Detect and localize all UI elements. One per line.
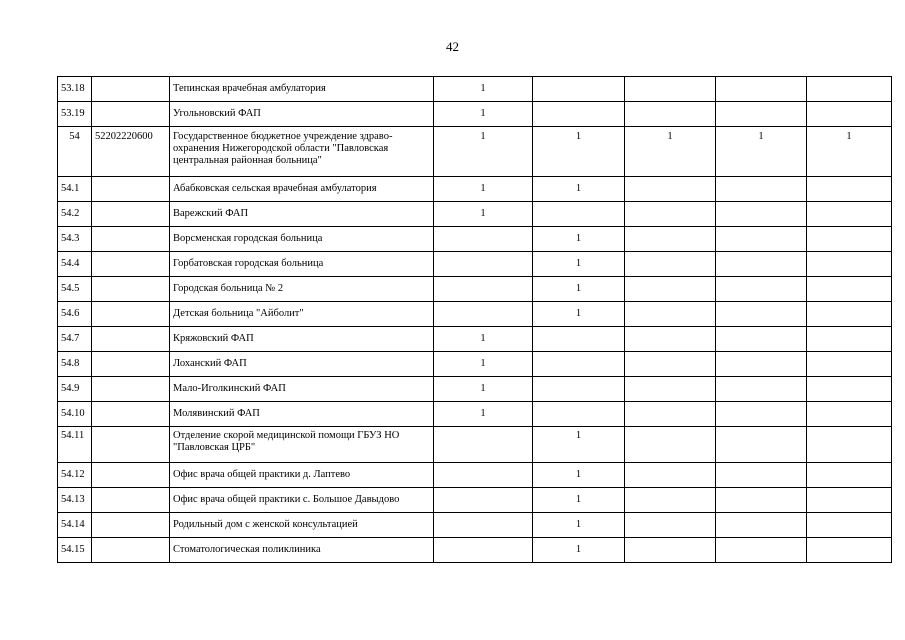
value-cell <box>807 102 892 127</box>
row-number-cell: 54.7 <box>58 327 92 352</box>
value-cell <box>716 77 807 102</box>
value-cell <box>625 252 716 277</box>
value-cell <box>625 277 716 302</box>
code-cell <box>92 352 170 377</box>
value-cell <box>716 177 807 202</box>
value-cell <box>807 402 892 427</box>
value-cell: 1 <box>434 177 533 202</box>
value-cell <box>625 102 716 127</box>
facility-name-cell: Ворсменская городская больница <box>170 227 434 252</box>
value-cell <box>807 302 892 327</box>
value-cell <box>434 227 533 252</box>
value-cell: 1 <box>434 402 533 427</box>
value-cell <box>807 352 892 377</box>
code-cell <box>92 488 170 513</box>
row-number-cell: 54.10 <box>58 402 92 427</box>
value-cell <box>533 402 625 427</box>
value-cell: 1 <box>434 77 533 102</box>
facility-name-cell: Мало-Иголкинский ФАП <box>170 377 434 402</box>
value-cell <box>716 377 807 402</box>
facilities-table-body <box>58 77 892 563</box>
value-cell <box>625 177 716 202</box>
value-cell <box>716 538 807 563</box>
table-row <box>58 77 892 102</box>
value-cell <box>716 427 807 463</box>
facility-name-cell: Кряжовский ФАП <box>170 327 434 352</box>
value-cell <box>807 227 892 252</box>
value-cell <box>533 377 625 402</box>
code-cell <box>92 377 170 402</box>
facilities-table <box>57 76 892 563</box>
value-cell: 1 <box>533 488 625 513</box>
code-cell <box>92 77 170 102</box>
code-cell <box>92 202 170 227</box>
table-row <box>58 488 892 513</box>
value-cell <box>533 352 625 377</box>
value-cell <box>434 277 533 302</box>
code-cell: 52202220600 <box>92 127 170 177</box>
code-cell <box>92 252 170 277</box>
code-cell <box>92 513 170 538</box>
value-cell <box>716 513 807 538</box>
facility-name-cell: Городская больница № 2 <box>170 277 434 302</box>
table-row <box>58 177 892 202</box>
code-cell <box>92 302 170 327</box>
value-cell <box>625 77 716 102</box>
facility-name-cell: Офис врача общей практики д. Лаптево <box>170 463 434 488</box>
facility-name-cell: Лоханский ФАП <box>170 352 434 377</box>
value-cell <box>716 327 807 352</box>
value-cell: 1 <box>625 127 716 177</box>
table-row <box>58 202 892 227</box>
row-number-cell: 54 <box>58 127 92 177</box>
value-cell <box>533 327 625 352</box>
value-cell: 1 <box>807 127 892 177</box>
facility-name-cell: Государственное бюджетное учреждение здраво-охранения Нижегородской области "Павловская центральная районная больница" <box>170 127 434 177</box>
value-cell <box>625 488 716 513</box>
value-cell <box>807 427 892 463</box>
value-cell <box>716 252 807 277</box>
value-cell <box>716 488 807 513</box>
facility-name-cell: Угольновский ФАП <box>170 102 434 127</box>
value-cell <box>434 302 533 327</box>
value-cell: 1 <box>434 327 533 352</box>
table-row <box>58 102 892 127</box>
value-cell <box>807 513 892 538</box>
value-cell: 1 <box>533 538 625 563</box>
row-number-cell: 54.8 <box>58 352 92 377</box>
value-cell: 1 <box>434 202 533 227</box>
value-cell <box>807 177 892 202</box>
row-number-cell: 54.14 <box>58 513 92 538</box>
table-row <box>58 352 892 377</box>
value-cell <box>716 352 807 377</box>
value-cell: 1 <box>716 127 807 177</box>
value-cell: 1 <box>533 127 625 177</box>
value-cell <box>807 327 892 352</box>
value-cell <box>807 252 892 277</box>
table-row <box>58 377 892 402</box>
row-number-cell: 54.9 <box>58 377 92 402</box>
code-cell <box>92 327 170 352</box>
value-cell <box>434 513 533 538</box>
page-number: 42 <box>446 39 459 54</box>
value-cell <box>625 538 716 563</box>
table-row <box>58 513 892 538</box>
value-cell: 1 <box>533 427 625 463</box>
row-number-cell: 54.12 <box>58 463 92 488</box>
value-cell <box>533 202 625 227</box>
value-cell <box>625 227 716 252</box>
value-cell <box>716 402 807 427</box>
value-cell: 1 <box>434 377 533 402</box>
row-number-cell: 54.11 <box>58 427 92 463</box>
value-cell <box>434 488 533 513</box>
value-cell: 1 <box>533 277 625 302</box>
value-cell <box>625 352 716 377</box>
value-cell <box>807 463 892 488</box>
table-row <box>58 227 892 252</box>
row-number-cell: 53.18 <box>58 77 92 102</box>
value-cell <box>716 102 807 127</box>
value-cell <box>625 427 716 463</box>
code-cell <box>92 402 170 427</box>
value-cell <box>716 227 807 252</box>
code-cell <box>92 227 170 252</box>
row-number-cell: 54.2 <box>58 202 92 227</box>
value-cell <box>434 463 533 488</box>
value-cell: 1 <box>533 513 625 538</box>
value-cell: 1 <box>434 352 533 377</box>
table-row <box>58 402 892 427</box>
row-number-cell: 54.15 <box>58 538 92 563</box>
value-cell <box>807 377 892 402</box>
facility-name-cell: Родильный дом с женской консультацией <box>170 513 434 538</box>
facility-name-cell: Абабковская сельская врачебная амбулатория <box>170 177 434 202</box>
value-cell <box>533 77 625 102</box>
value-cell: 1 <box>434 102 533 127</box>
row-number-cell: 54.4 <box>58 252 92 277</box>
value-cell <box>807 77 892 102</box>
value-cell <box>625 402 716 427</box>
row-number-cell: 54.3 <box>58 227 92 252</box>
value-cell <box>533 102 625 127</box>
table-row <box>58 252 892 277</box>
code-cell <box>92 177 170 202</box>
value-cell <box>434 252 533 277</box>
row-number-cell: 54.5 <box>58 277 92 302</box>
table-row <box>58 538 892 563</box>
value-cell: 1 <box>434 127 533 177</box>
value-cell <box>625 202 716 227</box>
value-cell <box>716 202 807 227</box>
code-cell <box>92 277 170 302</box>
value-cell <box>807 538 892 563</box>
facility-name-cell: Стоматологическая поликлиника <box>170 538 434 563</box>
value-cell <box>625 377 716 402</box>
value-cell <box>807 202 892 227</box>
code-cell <box>92 427 170 463</box>
code-cell <box>92 538 170 563</box>
value-cell <box>434 427 533 463</box>
value-cell <box>807 488 892 513</box>
value-cell <box>716 277 807 302</box>
code-cell <box>92 463 170 488</box>
table-row <box>58 277 892 302</box>
value-cell: 1 <box>533 463 625 488</box>
table-row <box>58 327 892 352</box>
value-cell <box>716 463 807 488</box>
value-cell: 1 <box>533 227 625 252</box>
facility-name-cell: Отделение скорой медицинской помощи ГБУЗ НО "Павловская ЦРБ" <box>170 427 434 463</box>
facility-name-cell: Тепинская врачебная амбулатория <box>170 77 434 102</box>
facility-name-cell: Молявинский ФАП <box>170 402 434 427</box>
row-number-cell: 54.1 <box>58 177 92 202</box>
value-cell <box>807 277 892 302</box>
table-row <box>58 427 892 463</box>
facility-name-cell: Горбатовская городская больница <box>170 252 434 277</box>
row-number-cell: 53.19 <box>58 102 92 127</box>
table-row <box>58 302 892 327</box>
value-cell: 1 <box>533 177 625 202</box>
code-cell <box>92 102 170 127</box>
value-cell <box>625 302 716 327</box>
value-cell <box>625 327 716 352</box>
table-row <box>58 463 892 488</box>
value-cell <box>716 302 807 327</box>
table-row <box>58 127 892 177</box>
value-cell: 1 <box>533 252 625 277</box>
value-cell <box>434 538 533 563</box>
value-cell <box>625 463 716 488</box>
value-cell <box>625 513 716 538</box>
facility-name-cell: Варежский ФАП <box>170 202 434 227</box>
value-cell: 1 <box>533 302 625 327</box>
row-number-cell: 54.6 <box>58 302 92 327</box>
row-number-cell: 54.13 <box>58 488 92 513</box>
facility-name-cell: Детская больница "Айболит" <box>170 302 434 327</box>
facility-name-cell: Офис врача общей практики с. Большое Давыдово <box>170 488 434 513</box>
